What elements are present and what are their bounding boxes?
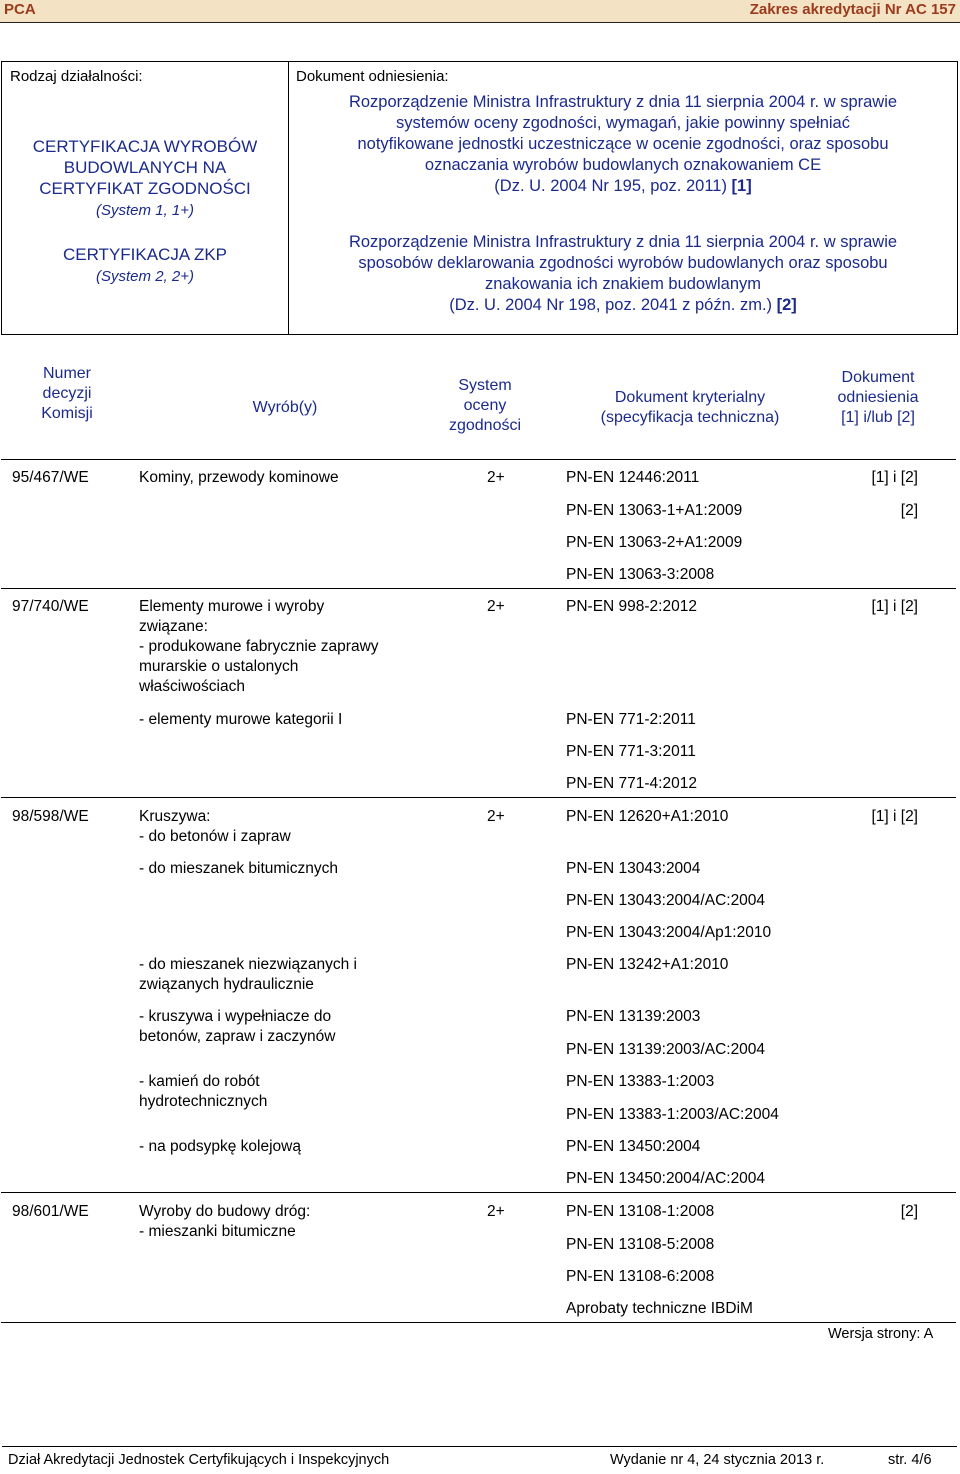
footer-department: Dział Akredytacji Jednostek Certyfikujących i Inspekcyjnych: [8, 1452, 390, 1468]
standard: PN-EN 13043:2004/AC:2004: [566, 892, 766, 909]
product: - kamień do robót hydrotechnicznych: [139, 1073, 268, 1110]
row-rule: [1, 588, 956, 589]
col-number-header: [22, 364, 112, 424]
product: Elementy murowe i wyroby związane: - produkowane fabrycznie zaprawy murarskie o ustalonych właściwościach: [139, 598, 379, 695]
box-divider: [288, 62, 289, 334]
reference-label: Dokument odniesienia:: [296, 68, 449, 85]
scope-box: [1, 61, 958, 335]
reference-doc: [1] i [2]: [871, 469, 918, 486]
col-system-header: [440, 376, 530, 436]
header-line: Komisji: [41, 405, 93, 422]
product: - do mieszanek bitumicznych: [139, 860, 338, 877]
page-version: Wersja strony: A: [828, 1326, 934, 1342]
standard: PN-EN 771-2:2011: [566, 711, 696, 728]
system: 2+: [487, 598, 505, 615]
header-line: (specyfikacja techniczna): [600, 409, 780, 426]
product: - kruszywa i wypełniacze do betonów, zapraw i zaczynów: [139, 1008, 336, 1045]
header-rule: [1, 459, 956, 460]
reference-doc: [2]: [900, 502, 918, 519]
cert2-title: CERTYFIKACJA ZKP: [62, 245, 228, 264]
footer-rule: [2, 1446, 957, 1447]
header-line: odniesienia: [837, 389, 919, 406]
cert2-system: (System 2, 2+): [96, 268, 194, 285]
row-rule: [1, 797, 956, 798]
header-line: Dokument: [841, 369, 915, 386]
system: 2+: [487, 808, 505, 825]
cert1-system: (System 1, 1+): [96, 202, 194, 219]
product: - na podsypkę kolejową: [139, 1138, 301, 1155]
header-line: decyzji: [42, 385, 92, 402]
standard: PN-EN 13242+A1:2010: [566, 956, 729, 973]
product: Wyroby do budowy dróg: - mieszanki bitumiczne: [139, 1203, 311, 1240]
header-org: PCA: [4, 1, 36, 18]
standard: PN-EN 13383-1:2003/AC:2004: [566, 1106, 779, 1123]
header-line: zgodności: [448, 417, 522, 434]
col-reference-header: [808, 368, 948, 428]
decision-number: 95/467/WE: [12, 469, 89, 486]
regulation-2: [298, 232, 948, 316]
reg1-line: systemów oceny zgodności, wymagań, jakie powinny spełniać: [396, 114, 850, 132]
header-line: oceny: [463, 397, 507, 414]
standard: PN-EN 13108-6:2008: [566, 1268, 715, 1285]
row-rule: [1, 1322, 956, 1323]
standard: PN-EN 13108-1:2008: [566, 1203, 715, 1220]
cert1-line: CERTYFIKACJA WYROBÓW: [32, 137, 258, 156]
standard: PN-EN 13108-5:2008: [566, 1236, 715, 1253]
header-accreditation-number: Zakres akredytacji Nr AC 157: [749, 1, 956, 18]
standard: PN-EN 13383-1:2003: [566, 1073, 715, 1090]
standard: PN-EN 13043:2004/Ap1:2010: [566, 924, 772, 941]
page-header: [0, 0, 960, 23]
cert1-line: BUDOWLANYCH NA: [63, 158, 227, 177]
reg2-ref-marker: [2]: [776, 296, 797, 314]
header-line: Dokument kryterialny: [614, 389, 766, 406]
product: Kominy, przewody kominowe: [139, 469, 339, 486]
footer-page: str. 4/6: [888, 1452, 932, 1468]
standard: PN-EN 771-3:2011: [566, 743, 696, 760]
reference-doc: [1] i [2]: [871, 598, 918, 615]
reference-doc: [2]: [900, 1203, 918, 1220]
activity-label: Rodzaj działalności:: [10, 68, 143, 85]
reg1-line: notyfikowane jednostki uczestniczące w ocenie zgodności, oraz sposobu: [357, 135, 889, 153]
standard: PN-EN 771-4:2012: [566, 775, 697, 792]
reg1-ref-marker: [1]: [731, 177, 752, 195]
product: - do mieszanek niezwiązanych i związanych hydraulicznie: [139, 956, 357, 993]
standard: PN-EN 13450:2004: [566, 1138, 701, 1155]
reg2-line: znakowania ich znakiem budowlanym: [484, 275, 762, 293]
system: 2+: [487, 469, 505, 486]
reference-doc: [1] i [2]: [871, 808, 918, 825]
system: 2+: [487, 1203, 505, 1220]
header-line: System: [458, 377, 512, 394]
cert-zkp: [2, 244, 288, 287]
table-header: [0, 364, 960, 444]
reg2-citation: (Dz. U. 2004 Nr 198, poz. 2041 z późn. zm.): [449, 296, 777, 314]
decision-number: 98/601/WE: [12, 1203, 89, 1220]
header-line: Numer: [42, 365, 91, 382]
row-rule: [1, 1192, 956, 1193]
product: Kruszywa: - do betonów i zapraw: [139, 808, 291, 845]
reg2-line: sposobów deklarowania zgodności wyrobów budowlanych oraz sposobu: [358, 254, 888, 272]
standard: PN-EN 12446:2011: [566, 469, 700, 486]
footer-edition: Wydanie nr 4, 24 stycznia 2013 r.: [610, 1452, 825, 1468]
standard: PN-EN 13063-3:2008: [566, 566, 715, 583]
standard: PN-EN 12620+A1:2010: [566, 808, 729, 825]
reg2-line: Rozporządzenie Ministra Infrastruktury z dnia 11 sierpnia 2004 r. w sprawie: [348, 233, 898, 251]
cert1-line: CERTYFIKAT ZGODNOŚCI: [39, 179, 251, 198]
reg1-line: Rozporządzenie Ministra Infrastruktury z dnia 11 sierpnia 2004 r. w sprawie: [348, 93, 898, 111]
reg1-citation: (Dz. U. 2004 Nr 195, poz. 2011): [494, 177, 732, 195]
regulation-1: [298, 92, 948, 197]
product: - elementy murowe kategorii I: [139, 711, 343, 728]
col-criteria-header: [570, 388, 810, 428]
header-line: [1] i/lub [2]: [841, 409, 915, 426]
standard: PN-EN 13063-2+A1:2009: [566, 534, 743, 551]
standard: PN-EN 13139:2003/AC:2004: [566, 1041, 766, 1058]
standard: PN-EN 13139:2003: [566, 1008, 701, 1025]
standard: PN-EN 998-2:2012: [566, 598, 697, 615]
cert-products: [2, 136, 288, 221]
reg1-line: oznaczania wyrobów budowlanych oznakowaniem CE: [424, 156, 822, 174]
standard: PN-EN 13450:2004/AC:2004: [566, 1170, 766, 1187]
decision-number: 97/740/WE: [12, 598, 89, 615]
standard: PN-EN 13043:2004: [566, 860, 701, 877]
decision-number: 98/598/WE: [12, 808, 89, 825]
standard: PN-EN 13063-1+A1:2009: [566, 502, 743, 519]
standard: Aprobaty techniczne IBDiM: [566, 1300, 753, 1317]
col-product-header: Wyrób(y): [252, 399, 318, 416]
